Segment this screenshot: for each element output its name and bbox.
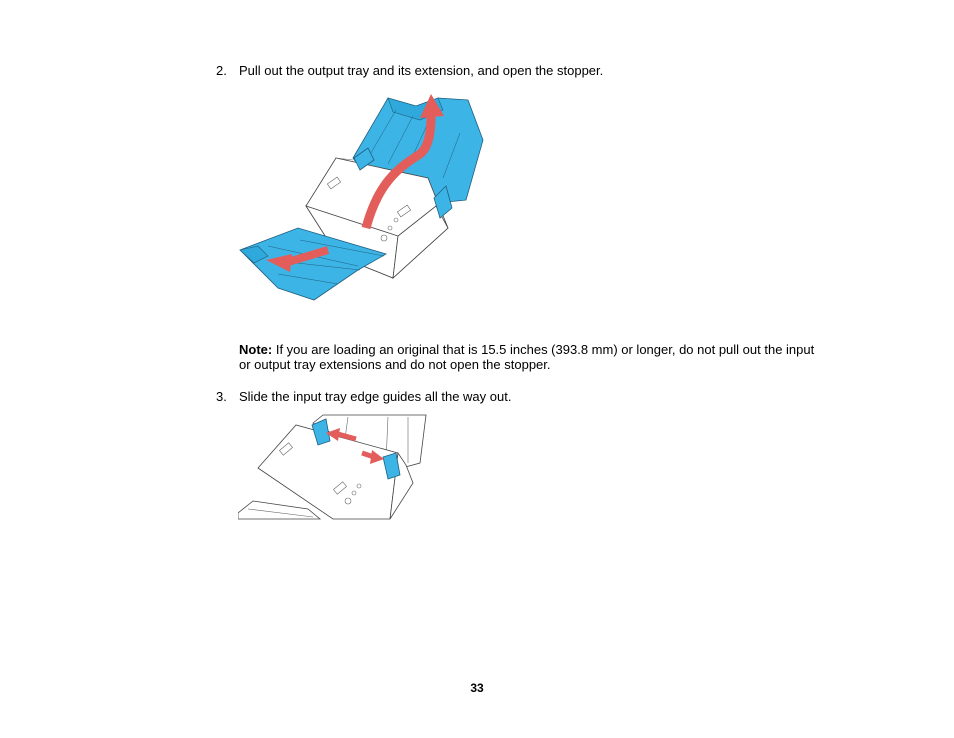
step-text: Pull out the output tray and its extension, and open the stopper.	[239, 63, 604, 78]
step-number: 2.	[216, 63, 227, 78]
page-number: 33	[470, 681, 484, 695]
scanner-edge-guides-illustration	[238, 413, 433, 521]
scanner-output-tray-illustration	[238, 88, 488, 308]
step-text: Slide the input tray edge guides all the way out.	[239, 389, 512, 404]
note	[239, 343, 829, 372]
step-2	[216, 63, 816, 79]
note-text-line-1: If you are loading an original that is 15.5 inches (393.8 mm) or longer, do not pull out the input	[275, 342, 815, 357]
step-3	[216, 389, 816, 405]
step-number: 3.	[216, 389, 227, 404]
note-text-line-2: or output tray extensions and do not open the stopper.	[239, 356, 551, 372]
note-label: Note:	[239, 342, 273, 357]
